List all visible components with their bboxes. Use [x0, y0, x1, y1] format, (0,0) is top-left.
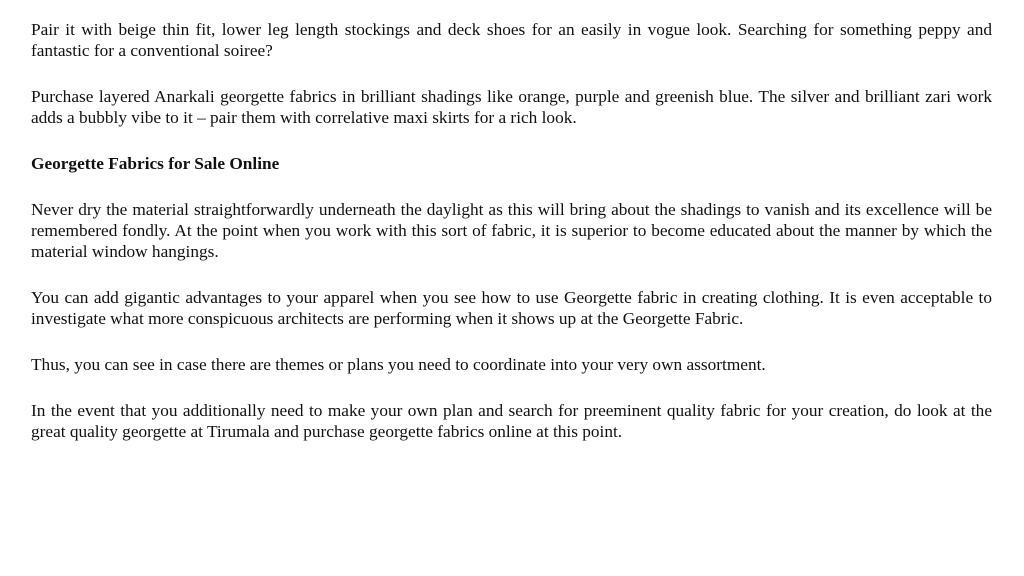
paragraph-6: In the event that you additionally need to make your own plan and search for preeminent quality fabric for your creation, do look at the great quality georgette at Tirumala and purchase georgette fabrics online at this point. [31, 401, 992, 441]
paragraph-1: Pair it with beige thin fit, lower leg length stockings and deck shoes for an easily in vogue look. Searching for something peppy and fantastic for a conventional soiree? [31, 20, 992, 60]
paragraph-5: Thus, you can see in case there are themes or plans you need to coordinate into your very own assortment. [31, 355, 766, 374]
paragraph-3: Never dry the material straightforwardly underneath the daylight as this will bring about the shadings to vanish and its excellence will be remembered fondly. At the point when you work with this sort of fabric, it is superior to become educated about the manner by which the material window hangings. [31, 200, 992, 261]
document-page [31, 19, 992, 467]
paragraph-4: You can add gigantic advantages to your apparel when you see how to use Georgette fabric in creating clothing. It is even acceptable to investigate what more conspicuous architects are performing when it shows up at the Georgette Fabric. [31, 288, 992, 328]
section-heading: Georgette Fabrics for Sale Online [31, 154, 280, 173]
paragraph-2: Purchase layered Anarkali georgette fabrics in brilliant shadings like orange, purple and greenish blue. The silver and brilliant zari work adds a bubbly vibe to it – pair them with correlative maxi skirts for a rich look. [31, 87, 992, 127]
